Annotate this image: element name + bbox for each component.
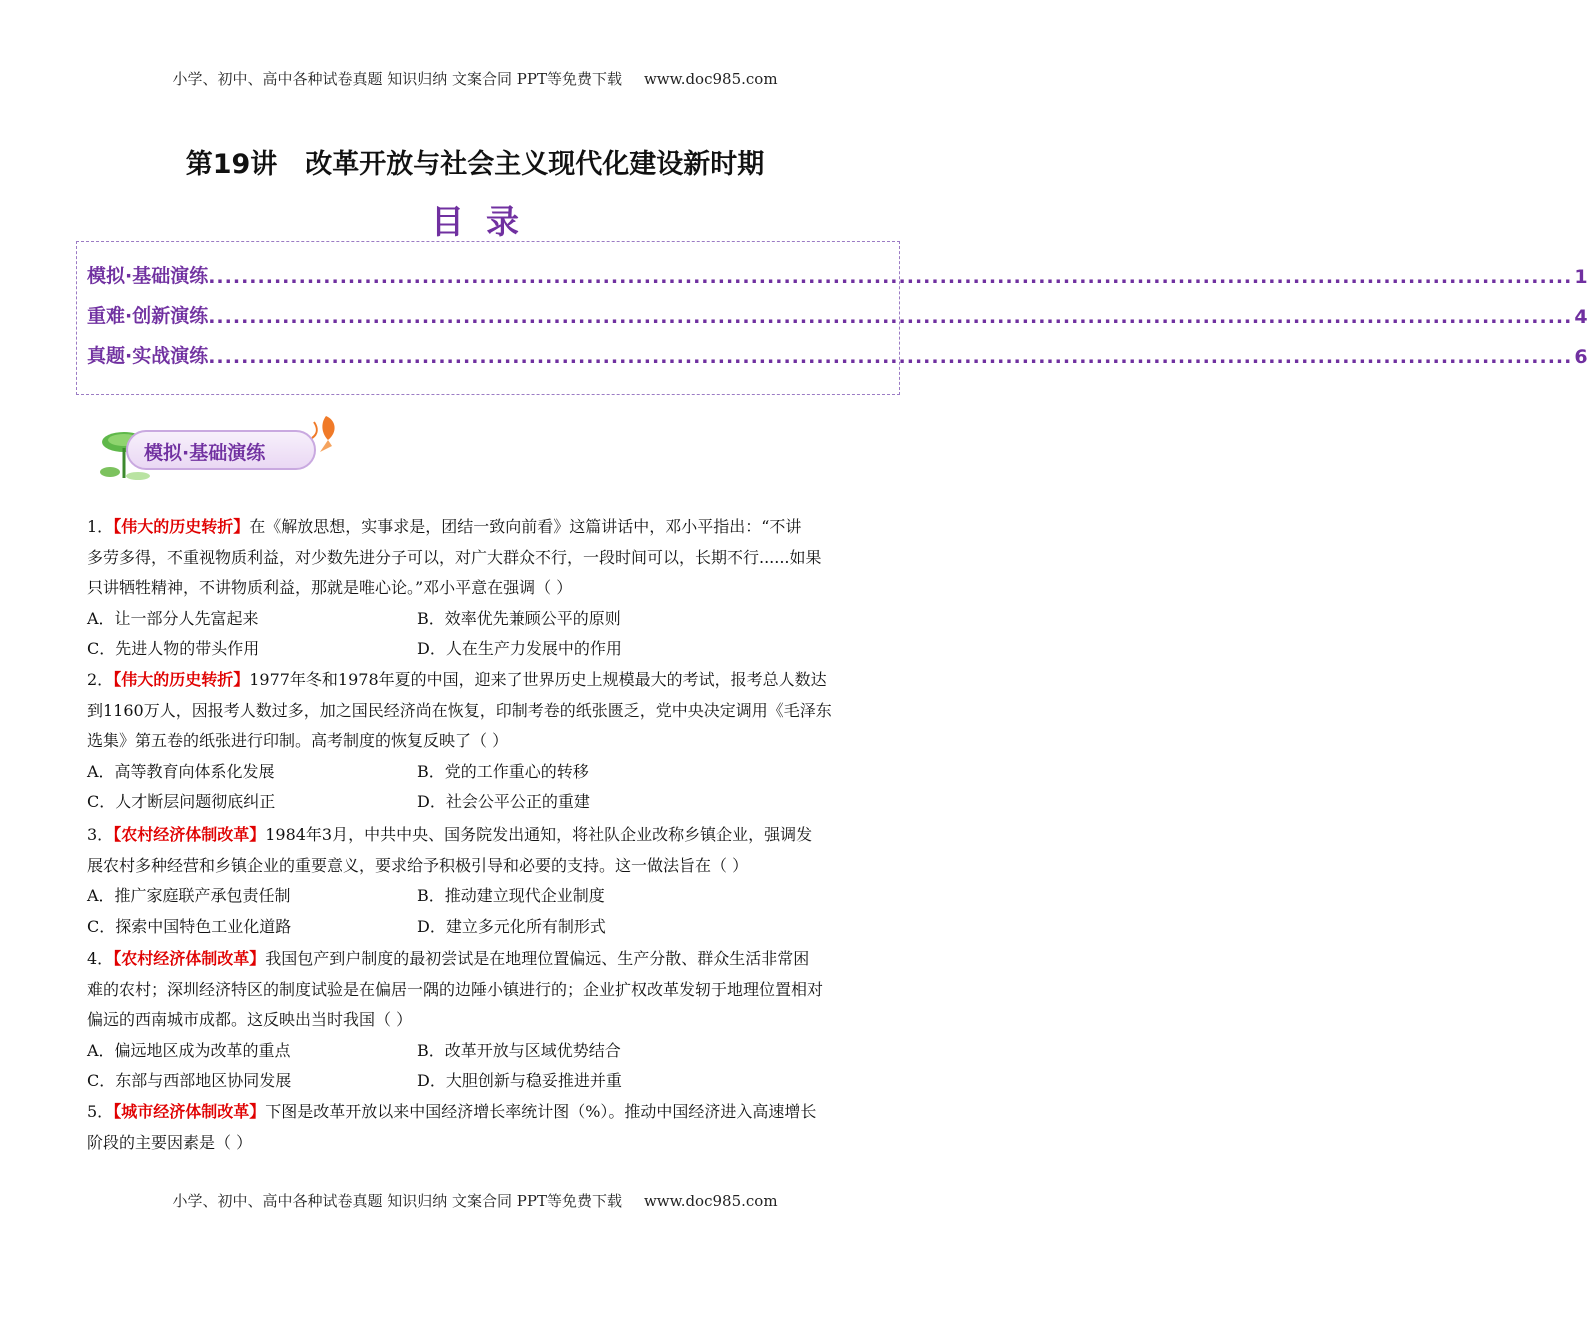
option-b[interactable]: B．效率优先兼顾公平的原则: [417, 608, 621, 628]
page-header: [0, 68, 950, 89]
toc-item-page: 4: [1574, 306, 1588, 328]
option-c[interactable]: C．先进人物的带头作用: [87, 639, 260, 658]
question-text: 难的农村；深圳经济特区的制度试验是在偏居一隅的边陲小镇进行的；企业扩权改革发轫于地理位置相对: [87, 979, 824, 999]
question-text: 只讲牺牲精神，不讲物质利益，那就是唯心论。”邓小平意在强调（ ）: [87, 578, 573, 597]
question-text: 选集》第五卷的纸张进行印制。高考制度的恢复反映了（ ）: [87, 731, 509, 750]
question-text: 到1160万人，因报考人数过多，加之国民经济尚在恢复，印制考卷的纸张匮乏，党中央决定调用《毛泽东: [87, 700, 832, 720]
option-d[interactable]: D．人在生产力发展中的作用: [417, 639, 622, 658]
option-c[interactable]: C．探索中国特色工业化道路: [87, 916, 292, 936]
question-text: 1984年3月，中共中央、国务院发出通知，将社队企业改称乡镇企业，强调发: [265, 825, 813, 844]
toc-item-3[interactable]: [87, 338, 1588, 368]
question-3: [87, 820, 867, 942]
toc-heading: 目录: [431, 202, 541, 241]
option-d[interactable]: D．大胆创新与稳妥推进并重: [417, 1071, 622, 1090]
toc-leader-dots: ......................................................................................................................................................................: [208, 346, 1573, 368]
header-text: 小学、初中、高中各种试卷真题 知识归纳 文案合同 PPT等免费下载: [172, 70, 622, 88]
question-number: 4．: [87, 949, 114, 968]
toc-item-label: 重难·创新演练: [87, 305, 209, 327]
question-tag: 【农村经济体制改革】: [113, 949, 266, 968]
option-c[interactable]: C．人才断层问题彻底纠正: [87, 792, 276, 811]
toc-item-label: 真题·实战演练: [87, 345, 209, 367]
option-b[interactable]: B．党的工作重心的转移: [417, 761, 589, 781]
question-text: 下图是改革开放以来中国经济增长率统计图（%）。推动中国经济进入高速增长: [265, 1102, 817, 1121]
lecture-number: 第19讲: [185, 149, 278, 180]
lecture-title-text: 改革开放与社会主义现代化建设新时期: [305, 149, 765, 180]
footer-text: 小学、初中、高中各种试卷真题 知识归纳 文案合同 PPT等免费下载: [172, 1192, 622, 1210]
question-tag: 【伟大的历史转折】: [113, 670, 250, 689]
toc-item-page: 1: [1574, 266, 1588, 288]
option-d[interactable]: D．社会公平公正的重建: [417, 792, 590, 811]
option-d[interactable]: D．建立多元化所有制形式: [417, 916, 606, 936]
question-text: 在《解放思想，实事求是，团结一致向前看》这篇讲话中，邓小平指出：“不讲: [249, 517, 802, 536]
toc-item-2[interactable]: [87, 298, 1588, 328]
question-text: 1977年冬和1978年夏的中国，迎来了世界历史上规模最大的考试，报考总人数达: [249, 670, 827, 689]
toc-leader-dots: ......................................................................................................................................................................: [208, 266, 1573, 288]
section-badge-label: 模拟·基础演练: [144, 442, 266, 464]
option-a[interactable]: A．让一部分人先富起来: [87, 608, 259, 628]
option-b[interactable]: B．推动建立现代企业制度: [417, 886, 605, 905]
toc-leader-dots: ......................................................................................................................................................................: [208, 306, 1573, 328]
goldfish-icon: [306, 412, 346, 456]
option-a[interactable]: A．推广家庭联产承包责任制: [87, 886, 291, 905]
section-badge: [96, 412, 346, 482]
question-number: 3．: [87, 825, 114, 844]
page-footer: [0, 1190, 950, 1211]
header-url[interactable]: www.doc985.com: [643, 70, 778, 88]
option-c[interactable]: C．东部与西部地区协同发展: [87, 1071, 292, 1090]
question-text: 阶段的主要因素是（ ）: [87, 1132, 253, 1152]
option-a[interactable]: A．偏远地区成为改革的重点: [87, 1040, 291, 1060]
toc-item-1[interactable]: [87, 258, 1588, 288]
question-tag: 【农村经济体制改革】: [113, 825, 266, 844]
toc-item-page: 6: [1574, 346, 1588, 368]
footer-url[interactable]: www.doc985.com: [643, 1192, 778, 1210]
question-number: 1．: [87, 517, 114, 536]
question-tag: 【城市经济体制改革】: [113, 1102, 266, 1121]
question-5: [87, 1097, 867, 1158]
question-number: 5．: [87, 1102, 114, 1121]
question-text: 偏远的西南城市成都。这反映出当时我国（ ）: [87, 1010, 413, 1029]
option-a[interactable]: A．高等教育向体系化发展: [87, 761, 275, 781]
option-b[interactable]: B．改革开放与区域优势结合: [417, 1040, 621, 1060]
question-text: 展农村多种经营和乡镇企业的重要意义，要求给予积极引导和必要的支持。这一做法旨在（ ）: [87, 855, 749, 875]
lecture-title: [0, 142, 950, 181]
question-4: [87, 944, 867, 1097]
question-1: [87, 512, 867, 665]
toc-item-label: 模拟·基础演练: [87, 265, 209, 287]
question-number: 2．: [87, 670, 114, 689]
question-text: 多劳多得，不重视物质利益，对少数先进分子可以，对广大群众不行，一段时间可以，长期不行......如果: [87, 547, 822, 567]
table-of-contents: [76, 241, 1588, 395]
question-2: [87, 665, 867, 818]
question-text: 我国包产到户制度的最初尝试是在地理位置偏远、生产分散、群众生活非常困: [265, 949, 810, 968]
question-tag: 【伟大的历史转折】: [113, 517, 250, 536]
